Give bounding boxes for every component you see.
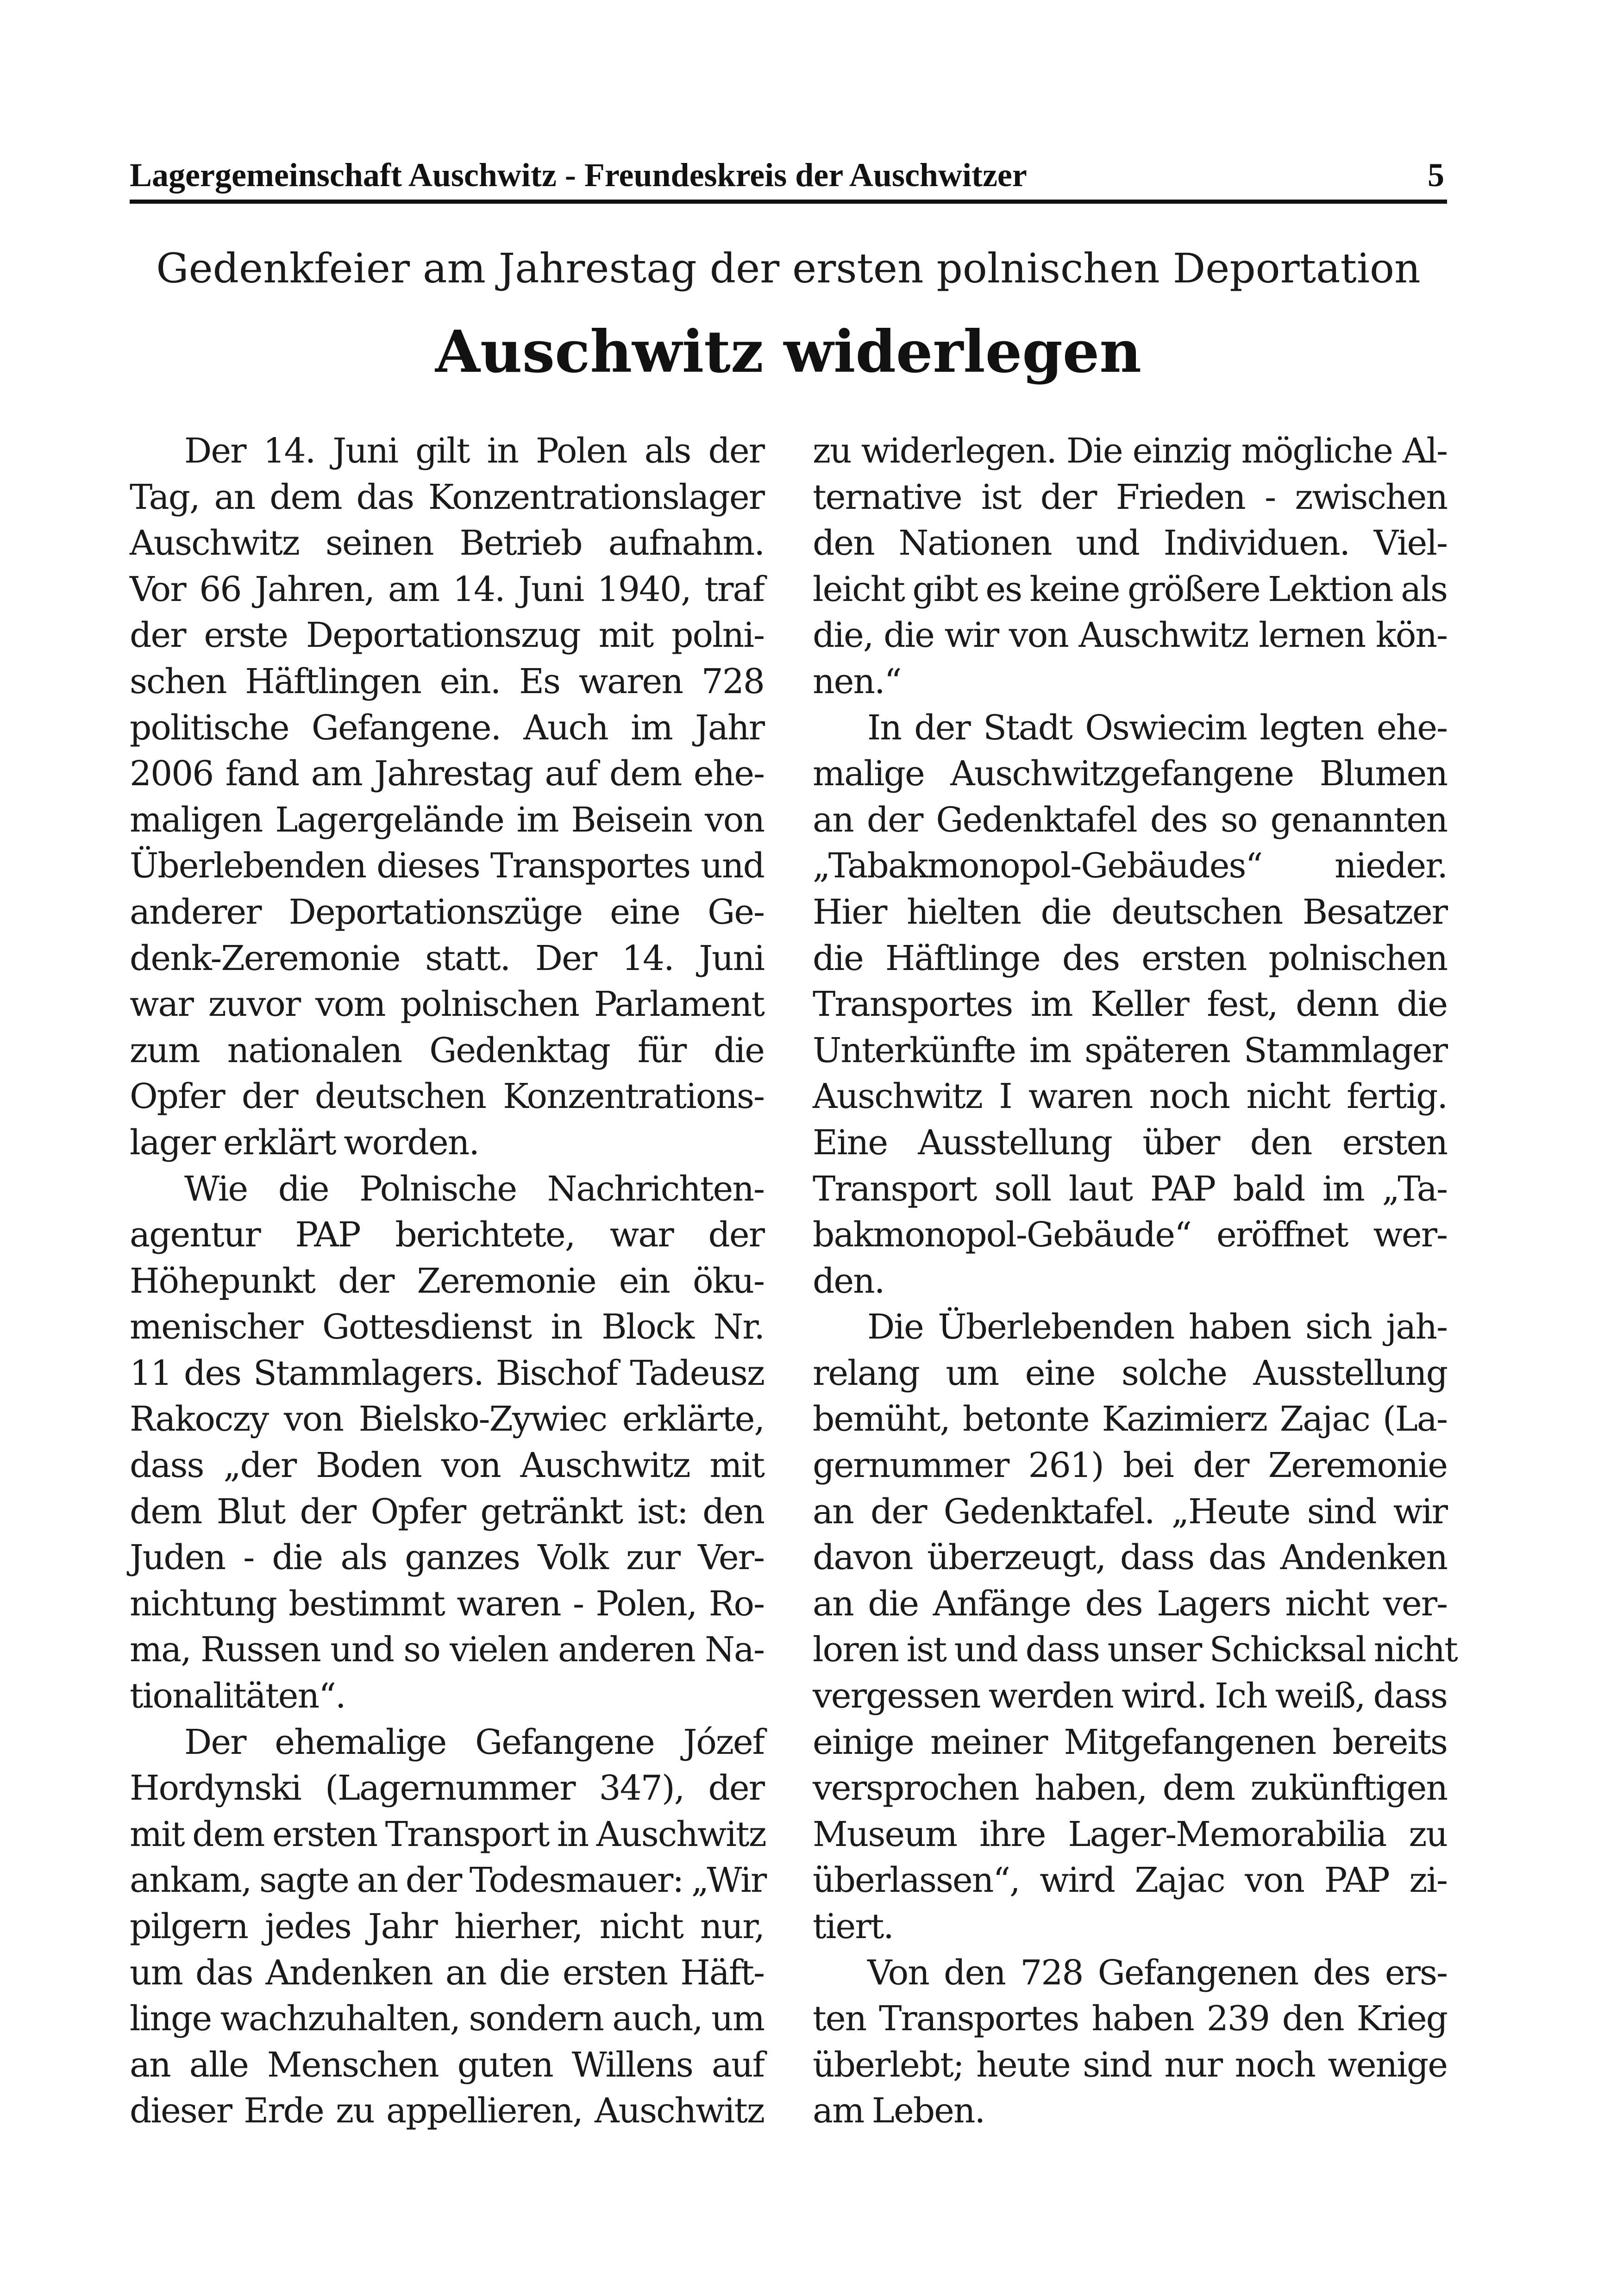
text-line: ma, Russen und so vielen anderen Na- [130, 1630, 764, 1670]
text-line: anderer Deportationszüge eine Ge- [130, 892, 764, 932]
text-line: mit dem ersten Transport in Auschwitz [130, 1814, 766, 1854]
text-line: malige Auschwitzgefangene Blumen [813, 754, 1447, 794]
paragraph-5 [813, 1304, 1457, 1950]
paragraph-3-continued [813, 428, 1447, 705]
text-line: zum nationalen Gedenktag für die [130, 1030, 764, 1070]
paragraph-1 [130, 428, 764, 1166]
text-line: Von den 728 Gefangenen des ers- [867, 1952, 1447, 1993]
text-line: ankam, sagte an der Todesmauer: „Wir [130, 1860, 766, 1901]
article-kicker: Gedenkfeier am Jahrestag der ersten polnischen Deportation [156, 244, 1421, 292]
text-line: war zuvor vom polnischen Parlament [130, 984, 764, 1025]
text-line: einige meiner Mitgefangenen bereits [813, 1722, 1447, 1762]
text-line: überlassen“, wird Zajac von PAP zi- [813, 1860, 1447, 1901]
text-line: Hordynski (Lagernummer 347), der [130, 1768, 764, 1808]
text-line: Höhepunkt der Zeremonie ein öku- [130, 1261, 764, 1301]
text-line: dieser Erde zu appellieren, Auschwitz [130, 2091, 764, 2131]
text-line: Wie die Polnische Nachrichten- [184, 1169, 764, 1209]
text-line: überlebt; heute sind nur noch wenige [813, 2045, 1447, 2085]
text-line: agentur PAP berichtete, war der [130, 1215, 764, 1255]
text-line: um das Andenken an die ersten Häft- [130, 1952, 764, 1993]
text-line: ten Transportes haben 239 den Krieg [813, 1999, 1447, 2039]
text-line: „Tabakmonopol-Gebäudes“ nieder. [813, 846, 1447, 886]
text-line: leicht gibt es keine größere Lektion als [813, 569, 1447, 609]
paragraph-2 [130, 1166, 764, 1720]
text-line: Unterkünfte im späteren Stammlager [813, 1030, 1447, 1070]
text-line: Auschwitz seinen Betrieb aufnahm. [130, 523, 764, 563]
text-line: nen.“ [813, 661, 901, 701]
text-line: an der Gedenktafel. „Heute sind wir [813, 1491, 1447, 1532]
text-line: an alle Menschen guten Willens auf [130, 2045, 764, 2085]
text-line: relang um eine solche Ausstellung [813, 1353, 1447, 1393]
paragraph-3 [130, 1720, 764, 2134]
text-line: ternative ist der Frieden - zwischen [813, 477, 1447, 517]
text-line: tionalitäten“. [130, 1676, 345, 1716]
text-line: tiert. [813, 1907, 893, 1946]
text-line: Transportes im Keller fest, denn die [813, 984, 1447, 1025]
right-column [813, 428, 1457, 2134]
text-line: den Nationen und Individuen. Viel- [813, 523, 1447, 563]
text-line: Der ehemalige Gefangene Józef [184, 1722, 764, 1762]
text-line: nichtung bestimmt waren - Polen, Ro- [130, 1583, 764, 1624]
text-line: 11 des Stammlagers. Bischof Tadeusz [130, 1353, 764, 1393]
text-line: Die Überlebenden haben sich jah- [867, 1307, 1447, 1347]
text-line: Museum ihre Lager-Memorabilia zu [813, 1814, 1447, 1854]
text-line: lager erklärt worden. [130, 1122, 479, 1163]
text-line: politische Gefangene. Auch im Jahr [130, 707, 764, 748]
text-line: Rakoczy von Bielsko-Zywiec erklärte, [130, 1399, 764, 1439]
paragraph-6 [813, 1950, 1447, 2134]
text-line: davon überzeugt, dass das Andenken [813, 1538, 1447, 1578]
text-line: am Leben. [813, 2091, 985, 2131]
text-line: bemüht, betonte Kazimierz Zajac (La- [813, 1399, 1447, 1439]
text-line: Hier hielten die deutschen Besatzer [813, 892, 1447, 932]
text-line: versprochen haben, dem zukünftigen [813, 1768, 1447, 1808]
text-line: In der Stadt Oswiecim legten ehe- [867, 707, 1447, 748]
running-header [130, 153, 1447, 204]
text-line: bakmonopol-Gebäude“ eröffnet wer- [813, 1215, 1447, 1255]
text-line: die, die wir von Auschwitz lernen kön- [813, 615, 1447, 656]
text-line: zu widerlegen. Die einzig mögliche Al- [813, 431, 1447, 471]
text-line: dass „der Boden von Auschwitz mit [130, 1445, 764, 1486]
text-line: den. [813, 1261, 884, 1301]
text-line: Transport soll laut PAP bald im „Ta- [813, 1169, 1447, 1209]
text-line: 2006 fand am Jahrestag auf dem ehe- [130, 754, 764, 794]
text-line: an der Gedenktafel des so genannten [813, 800, 1447, 840]
text-line: Auschwitz I waren noch nicht fertig. [813, 1076, 1447, 1117]
text-line: menischer Gottesdienst in Block Nr. [130, 1307, 764, 1347]
text-line: schen Häftlingen ein. Es waren 728 [130, 661, 764, 701]
text-line: vergessen werden wird. Ich weiß, dass [813, 1676, 1447, 1716]
text-line: loren ist und dass unser Schicksal nicht [813, 1630, 1457, 1670]
left-column [130, 428, 764, 2134]
text-line: Der 14. Juni gilt in Polen als der [184, 431, 764, 471]
text-line: Opfer der deutschen Konzentrations- [130, 1076, 764, 1117]
text-line: denk-Zeremonie statt. Der 14. Juni [130, 938, 764, 978]
text-line: Juden - die als ganzes Volk zur Ver- [130, 1538, 764, 1578]
text-line: gernummer 261) bei der Zeremonie [813, 1445, 1447, 1486]
text-line: linge wachzuhalten, sondern auch, um [130, 1999, 764, 2039]
text-line: Tag, an dem das Konzentrationslager [130, 477, 764, 517]
text-line: dem Blut der Opfer getränkt ist: den [130, 1491, 764, 1532]
page-number: 5 [1428, 156, 1444, 194]
text-line: die Häftlinge des ersten polnischen [813, 938, 1447, 978]
text-line: an die Anfänge des Lagers nicht ver- [813, 1583, 1447, 1624]
text-line: maligen Lagergelände im Beisein von [130, 800, 764, 840]
text-line: Überlebenden dieses Transportes und [130, 846, 764, 886]
paragraph-4 [813, 705, 1447, 1305]
text-line: Vor 66 Jahren, am 14. Juni 1940, traf [130, 569, 764, 609]
text-line: pilgern jedes Jahr hierher, nicht nur, [130, 1907, 764, 1946]
text-line: der erste Deportationszug mit polni- [130, 615, 764, 656]
article-headline: Auschwitz widerlegen [435, 318, 1142, 386]
publication-title: Lagergemeinschaft Auschwitz - Freundeskreis der Auschwitzer [130, 156, 1027, 194]
text-line: Eine Ausstellung über den ersten [813, 1122, 1447, 1163]
